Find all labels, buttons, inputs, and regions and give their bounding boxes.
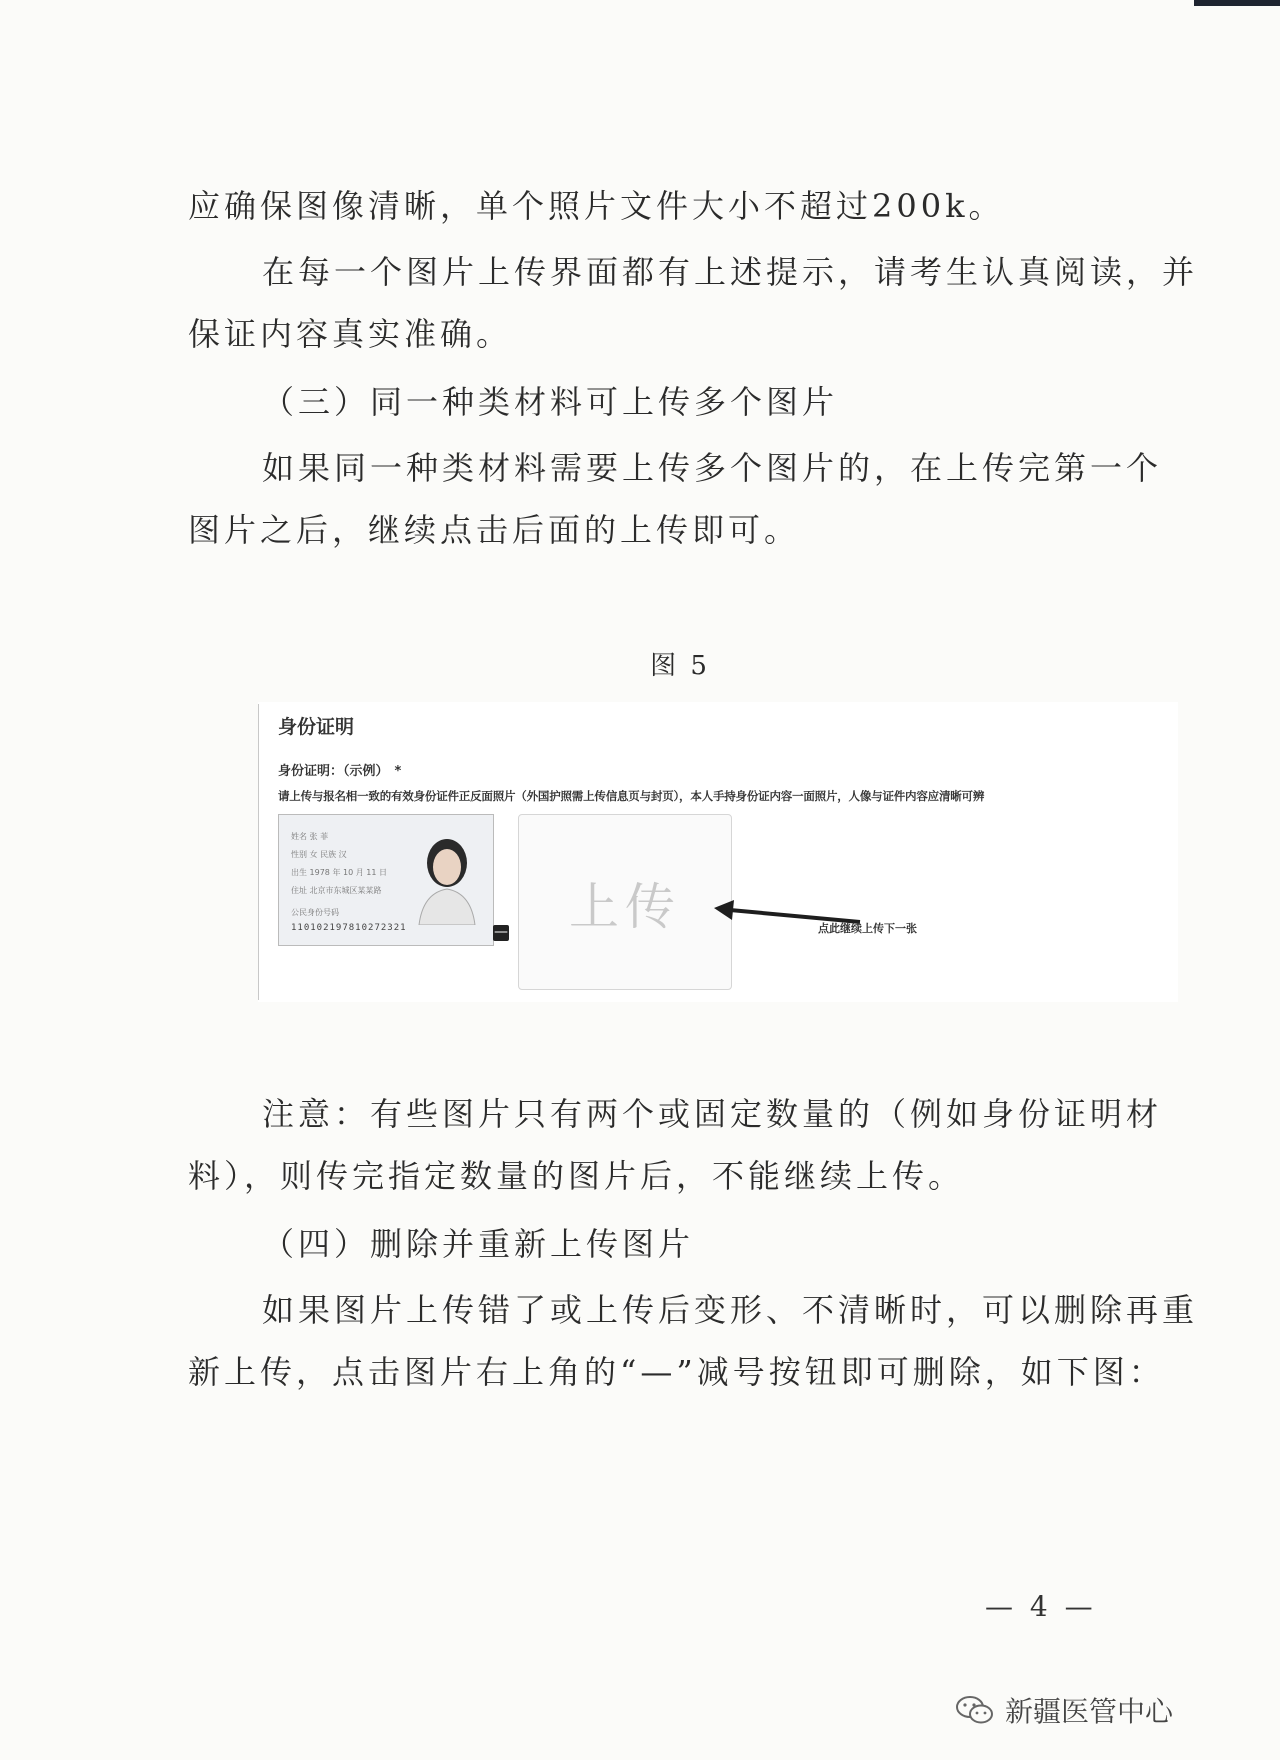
- paragraph-reminder-line1: 在每一个图片上传界面都有上述提示，请考生认真阅读，并: [262, 253, 1199, 291]
- field-label-text: 身份证明：（示例）: [278, 764, 389, 779]
- watermark: [1005, 1690, 1173, 1730]
- delete-image-button[interactable]: —: [494, 924, 508, 940]
- upload-instructions: 请上传与报名相一致的有效身份证件正反面照片（外国护照需上传信息页与封页），本人手持身份证内容一面照片，人像与证件内容应清晰可辨: [278, 789, 985, 803]
- paragraph-image-clarity: 应确保图像清晰，单个照片文件大小不超过200k。: [188, 187, 1005, 225]
- id-number: 110102197810272321: [291, 923, 407, 933]
- portrait-photo: [409, 829, 485, 925]
- heading-multiple-images: （三）同一种类材料可上传多个图片: [262, 383, 839, 421]
- id-card-thumbnail[interactable]: [278, 814, 508, 946]
- paragraph-multiple-line1: 如果同一种类材料需要上传多个图片的，在上传完第一个: [262, 449, 1163, 487]
- id-number-label: 公民身份号码: [291, 908, 339, 917]
- field-label: [278, 760, 401, 779]
- figure-caption: 图 5: [650, 651, 710, 681]
- id-name-row: 姓名 张 菲: [291, 832, 329, 841]
- note-line1: 注意：有些图片只有两个或固定数量的（例如身份证明材: [262, 1095, 1163, 1133]
- note-line2: 料），则传完指定数量的图片后，不能继续上传。: [188, 1157, 965, 1195]
- id-sex-row: 性别 女 民族 汉: [291, 850, 347, 859]
- upload-button[interactable]: [518, 814, 732, 990]
- paragraph-delete-line2: 新上传，点击图片右上角的“—”减号按钮即可删除，如下图：: [188, 1353, 1165, 1391]
- id-address-row: 住址 北京市东城区某某路: [291, 886, 382, 895]
- paragraph-reminder-line2: 保证内容真实准确。: [188, 315, 513, 353]
- required-mark: *: [394, 764, 402, 779]
- figure-edge: [258, 704, 259, 1000]
- paragraph-delete-line1: 如果图片上传错了或上传后变形、不清晰时，可以删除再重: [262, 1291, 1199, 1329]
- paragraph-multiple-line2: 图片之后，继续点击后面的上传即可。: [188, 511, 801, 549]
- upload-screenshot-figure: [258, 702, 1178, 1002]
- section-title: 身份证明: [278, 716, 355, 738]
- annotation-next-upload: 点此继续上传下一张: [818, 922, 917, 935]
- corner-mark: [1194, 0, 1280, 6]
- id-birth-row: 出生 1978 年 10 月 11 日: [291, 868, 387, 877]
- upload-label: 上传: [569, 878, 681, 936]
- page-number: — 4 —: [985, 1590, 1097, 1623]
- wechat-icon: [955, 1694, 995, 1726]
- watermark-text: 新疆医管中心: [1005, 1695, 1174, 1728]
- heading-delete-reupload: （四）删除并重新上传图片: [262, 1225, 695, 1263]
